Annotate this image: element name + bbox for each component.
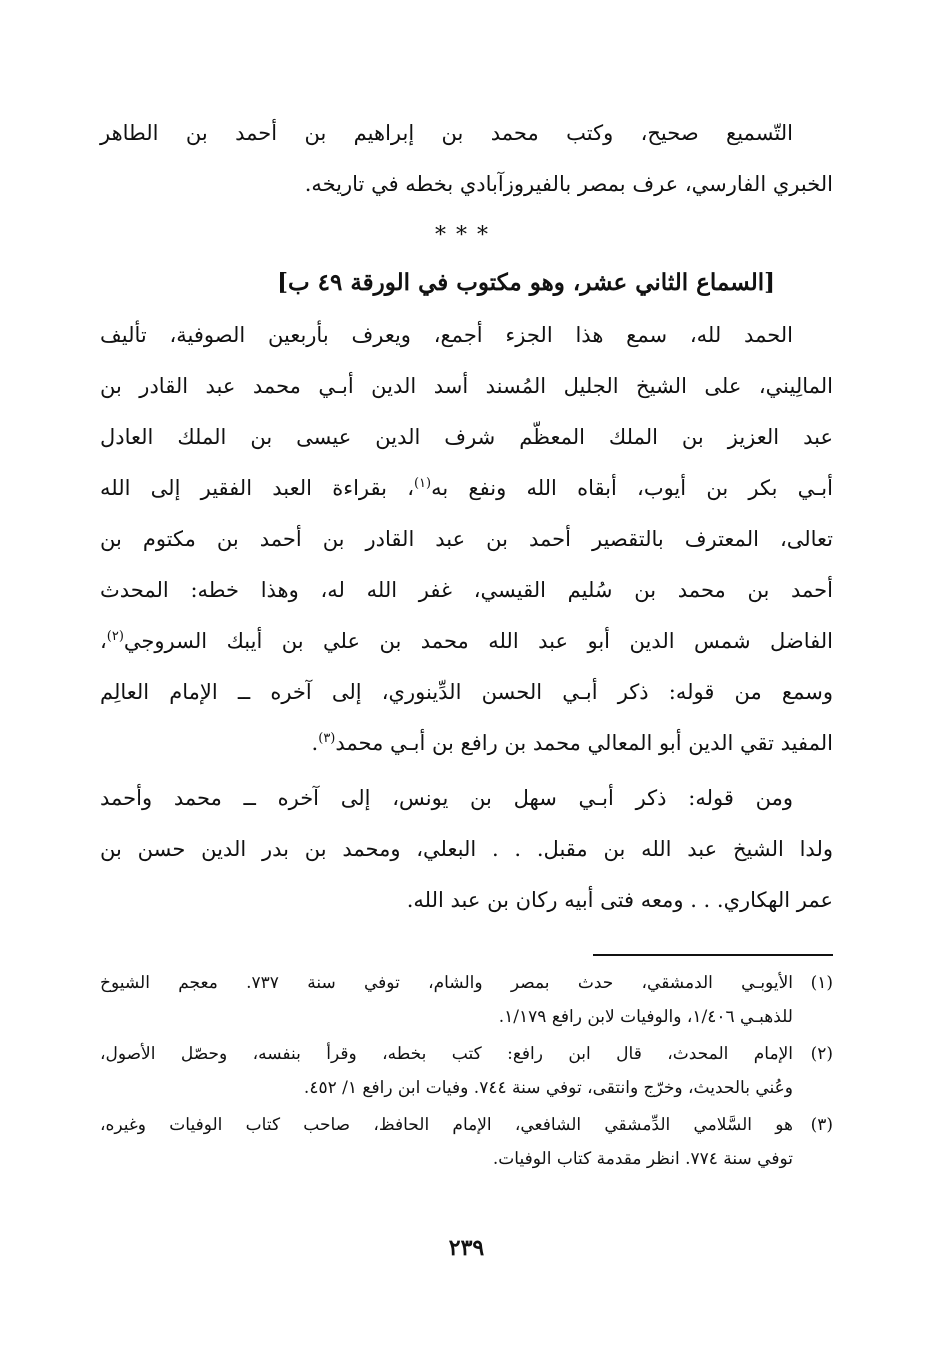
sama-line-6: أحمد بن محمد بن سُليم القيسي، غفر الله له، وهذا خطه: المحدث: [100, 578, 833, 602]
page-body: [100, 108, 833, 1179]
sama-line-9-text-a: المفيد تقي الدين أبو المعالي محمد بن رافع بن أبـي محمد: [335, 731, 833, 755]
sama-line-9: [100, 718, 833, 769]
sama-line-4-text-a: أبـي بكر بن أيوب، أبقاه الله ونفع به: [431, 476, 833, 500]
sama-line-7-text-a: الفاضل شمس الدين أبو عبد الله محمد بن علي بن أيبك السروجي: [123, 629, 833, 653]
footnote-2: [100, 1037, 833, 1105]
footnote-number: (٣): [810, 1115, 833, 1135]
footnote-divider: [593, 954, 833, 956]
sama-line-8: وسمع من قوله: ذكر أبـي الحسن الدِّينوري، إلى آخره ــ الإمام العالِم: [100, 680, 833, 704]
footnote-ref-2: (٢): [106, 629, 124, 644]
footnote-text: [100, 966, 793, 1034]
footnote-3: [100, 1108, 833, 1176]
sama-line-4: [100, 463, 833, 514]
sama2-line-1: ومن قوله: ذكر أبـي سهل بن يونس، إلى آخره ــ محمد وأحمد: [100, 786, 793, 810]
intro-line-2: الخبري الفارسي، عرف بمصر بالفيروزآبادي بخطه في تاريخه.: [304, 172, 833, 196]
sama-line-2: المالِيني، على الشيخ الجليل المُسند أسد الدين أبـي محمد عبد القادر بن: [100, 374, 833, 398]
footnote-2-line-1: الإمام المحدث، قال ابن رافع: كتب بخطه، وقرأ بنفسه، وحصّل الأصول،: [100, 1044, 793, 1064]
sama-line-9-text-b: .: [311, 731, 319, 755]
footnote-number: (٢): [810, 1044, 833, 1064]
footnote-1-line-2: للذهبـي ١/٤٠٦، والوفيات لابن رافع ١/١٧٩.: [498, 1007, 793, 1027]
intro-paragraph: [100, 108, 833, 210]
footnote-1-line-1: الأيوبـي الدمشقي، حدث بمصر والشام، توفي سنة ٧٣٧. معجم الشيوخ: [100, 973, 793, 993]
footnote-1: [100, 966, 833, 1034]
sama-line-5: تعالى، المعترف بالتقصير أحمد بن عبد القادر بن أحمد بن مكتوم بن: [100, 527, 833, 551]
footnote-text: [100, 1037, 793, 1105]
footnote-3-line-2: توفي سنة ٧٧٤. انظر مقدمة كتاب الوفيات.: [492, 1149, 793, 1169]
footnote-2-line-2: وعُني بالحديث، وخرّج وانتقى، توفي سنة ٧٤٤. وفيات ابن رافع ١/ ٤٥٢.: [303, 1078, 793, 1098]
footnote-ref-3: (٣): [318, 731, 336, 746]
section-separator: ***: [435, 223, 498, 248]
section-heading: [السماع الثاني عشر، وهو مكتوب في الورقة ٤٩ ب]: [277, 269, 775, 296]
sama-line-7-text-b: ،: [100, 629, 107, 653]
footnotes: [100, 966, 833, 1176]
sama-paragraph-2: [100, 773, 833, 926]
sama2-line-3: عمر الهكاري. . . ومعه فتى أبيه ركان بن عبد الله.: [406, 888, 833, 912]
sama-line-1: الحمد لله، سمع هذا الجزء أجمع، ويعرف بأربعين الصوفية، تأليف: [100, 323, 793, 347]
footnote-number: (١): [810, 973, 833, 993]
intro-line-1: التّسميع صحيح، وكتب محمد بن إبراهيم بن أحمد بن الطاهر: [100, 121, 793, 145]
page-number: ٢٣٩: [448, 1235, 485, 1261]
sama-paragraph-1: [100, 310, 833, 769]
sama2-line-2: ولدا الشيخ عبد الله بن مقبل. . . البعلي، ومحمد بن بدر الدين حسن بن: [100, 837, 833, 861]
sama-line-3: عبد العزيز بن الملك المعظّم شرف الدين عيسى بن الملك العادل: [100, 425, 833, 449]
sama-line-7: [100, 616, 833, 667]
footnote-3-line-1: هو السَّلامي الدِّمشقي الشافعي، الإمام الحافظ، صاحب كتاب الوفيات وغيره،: [100, 1115, 793, 1135]
sama-line-4-text-b: ، بقراءة العبد الفقير إلى الله: [100, 476, 414, 500]
footnote-text: [100, 1108, 793, 1176]
footnote-ref-1: (١): [413, 476, 432, 491]
